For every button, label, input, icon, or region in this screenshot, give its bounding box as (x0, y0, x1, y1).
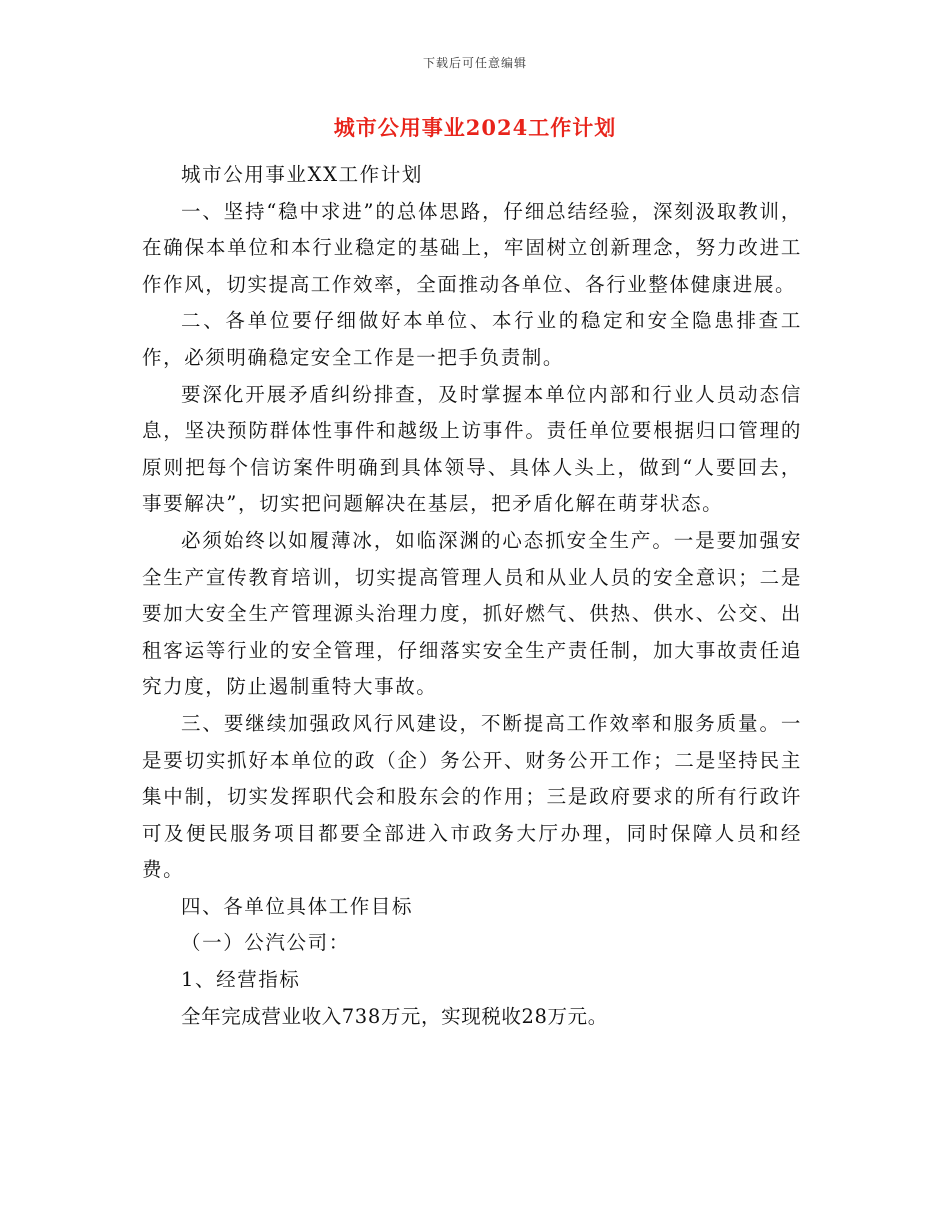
document-body (142, 157, 802, 1035)
subtitle-paragraph: 城市公用事业XX工作计划 (181, 163, 423, 186)
section-three-paragraph: 三、要继续加强政风行风建设，不断提高工作效率和服务质量。一是要切实抓好本单位的政（企）务公开、财务公开工作；二是坚持民主集中制，切实发挥职代会和股东会的作用；三是政府要求的所有行政许可及便民服务项目都要全部进入市政务大厅办理，同时保障人员和经费。 (142, 711, 802, 882)
safety-paragraph: 必须始终以如履薄冰，如临深渊的心态抓安全生产。一是要加强安全生产宣传教育培训，切实提高管理人员和从业人员的安全意识；二是要加大安全生产管理源头治理力度，抓好燃气、供热、供水、公交、出租客运等行业的安全管理，仔细落实安全生产责任制，加大事故责任追究力度，防止遏制重特大事故。 (142, 528, 802, 699)
section-one-paragraph: 一、坚持“稳中求进”的总体思路，仔细总结经验，深刻汲取教训，在确保本单位和本行业稳定的基础上，牢固树立创新理念，努力改进工作作风，切实提高工作效率，全面推动各单位、各行业整体健康进展。 (142, 199, 802, 296)
business-indicator-heading: 1、经营指标 (181, 968, 301, 992)
bus-company-heading: （一）公汽公司： (181, 931, 350, 955)
document-title: 城市公用事业2024工作计划 (333, 115, 617, 140)
revenue-target-paragraph: 全年完成营业收入738万元，实现税收28万元。 (181, 1004, 608, 1028)
dispute-paragraph: 要深化开展矛盾纠纷排查，及时掌握本单位内部和行业人员动态信息，坚决预防群体性事件和越级上访事件。责任单位要根据归口管理的原则把每个信访案件明确到具体领导、具体人头上，做到“人要回去，事要解决”，切实把问题解决在基层，把矛盾化解在萌芽状态。 (142, 382, 802, 516)
header-note: 下载后可任意编辑 (422, 56, 527, 70)
section-two-paragraph: 二、各单位要仔细做好本单位、本行业的稳定和安全隐患排查工作，必须明确稳定安全工作是一把手负责制。 (142, 309, 802, 369)
section-four-heading: 四、各单位具体工作目标 (181, 894, 414, 918)
